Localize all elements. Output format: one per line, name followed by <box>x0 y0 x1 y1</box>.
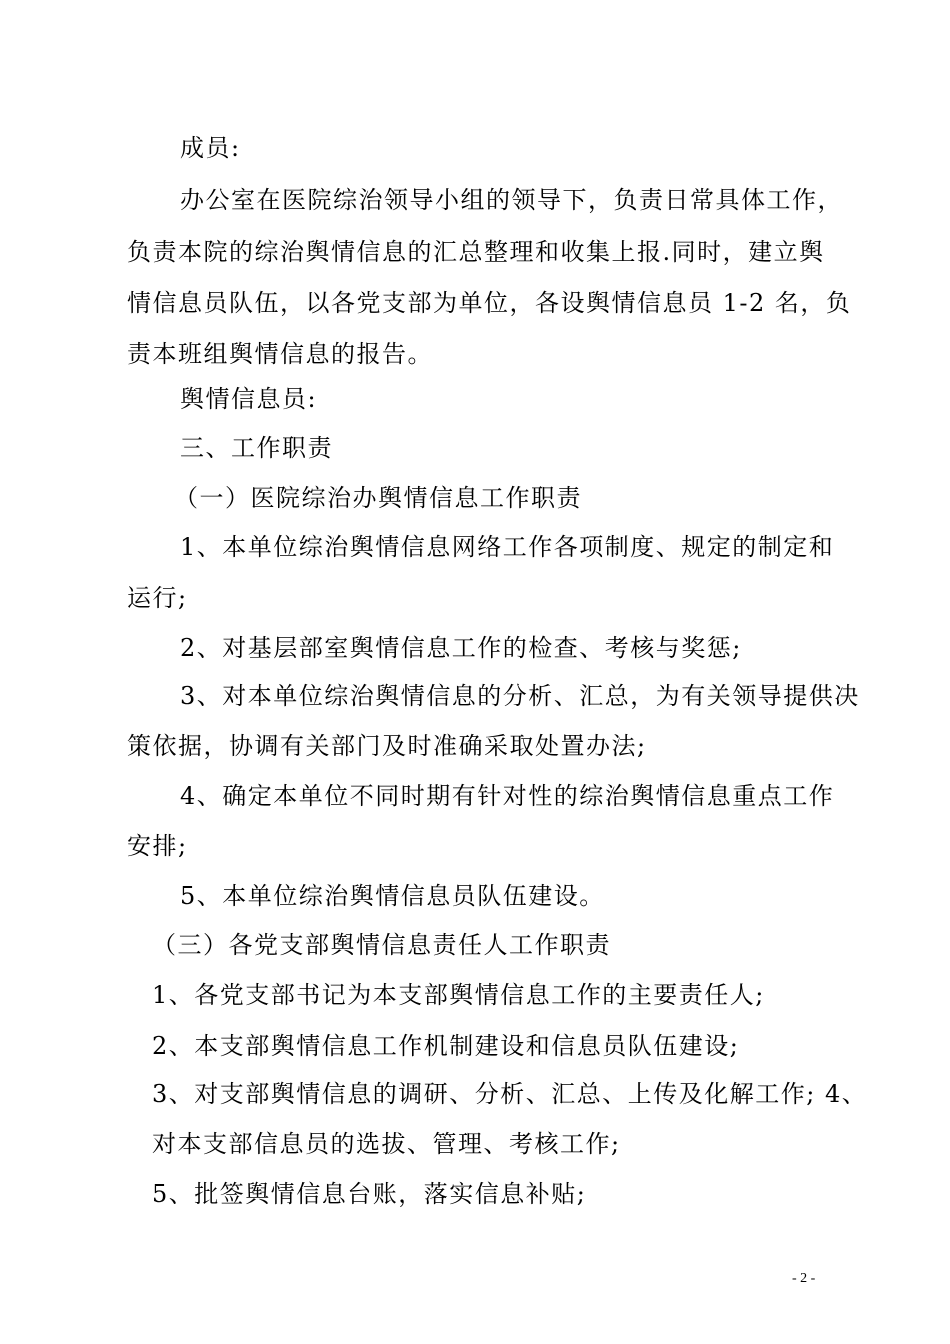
text-line-2: 办公室在医院综治领导小组的领导下，负责日常具体工作， <box>180 186 843 214</box>
text-line-9: 1、本单位综治舆情信息网络工作各项制度、规定的制定和 <box>180 533 835 561</box>
text-line-21: 对本支部信息员的选拔、管理、考核工作; <box>152 1130 621 1158</box>
text-line-6: 舆情信息员: <box>180 385 318 413</box>
text-line-19: 2、本支部舆情信息工作机制建设和信息员队伍建设; <box>152 1032 740 1060</box>
text-line-4: 情信息员队伍，以各党支部为单位，各设舆情信息员 1-2 名，负 <box>127 289 852 317</box>
text-line-17: （三）各党支部舆情信息责任人工作职责 <box>152 931 611 959</box>
text-line-20: 3、对支部舆情信息的调研、分析、汇总、上传及化解工作; 4、 <box>152 1080 868 1108</box>
text-line-7: 三、工作职责 <box>180 434 333 462</box>
text-line-5: 责本班组舆情信息的报告。 <box>127 340 433 368</box>
text-line-15: 安排; <box>127 832 188 860</box>
text-line-14: 4、确定本单位不同时期有针对性的综治舆情信息重点工作 <box>180 782 835 810</box>
text-line-18: 1、各党支部书记为本支部舆情信息工作的主要责任人; <box>152 981 765 1009</box>
text-line-10: 运行; <box>127 584 188 612</box>
text-line-11: 2、对基层部室舆情信息工作的检查、考核与奖惩; <box>180 634 742 662</box>
text-line-16: 5、本单位综治舆情信息员队伍建设。 <box>180 882 605 910</box>
text-line-1: 成员: <box>180 134 241 162</box>
text-line-22: 5、批签舆情信息台账，落实信息补贴; <box>152 1180 587 1208</box>
text-line-13: 策依据，协调有关部门及时准确采取处置办法; <box>127 732 647 760</box>
page-number: - 2 - <box>792 1271 816 1286</box>
text-line-12: 3、对本单位综治舆情信息的分析、汇总，为有关领导提供决 <box>180 682 860 710</box>
text-line-3: 负责本院的综治舆情信息的汇总整理和收集上报.同时，建立舆 <box>127 238 825 266</box>
text-line-8: （一）医院综治办舆情信息工作职责 <box>174 484 582 512</box>
